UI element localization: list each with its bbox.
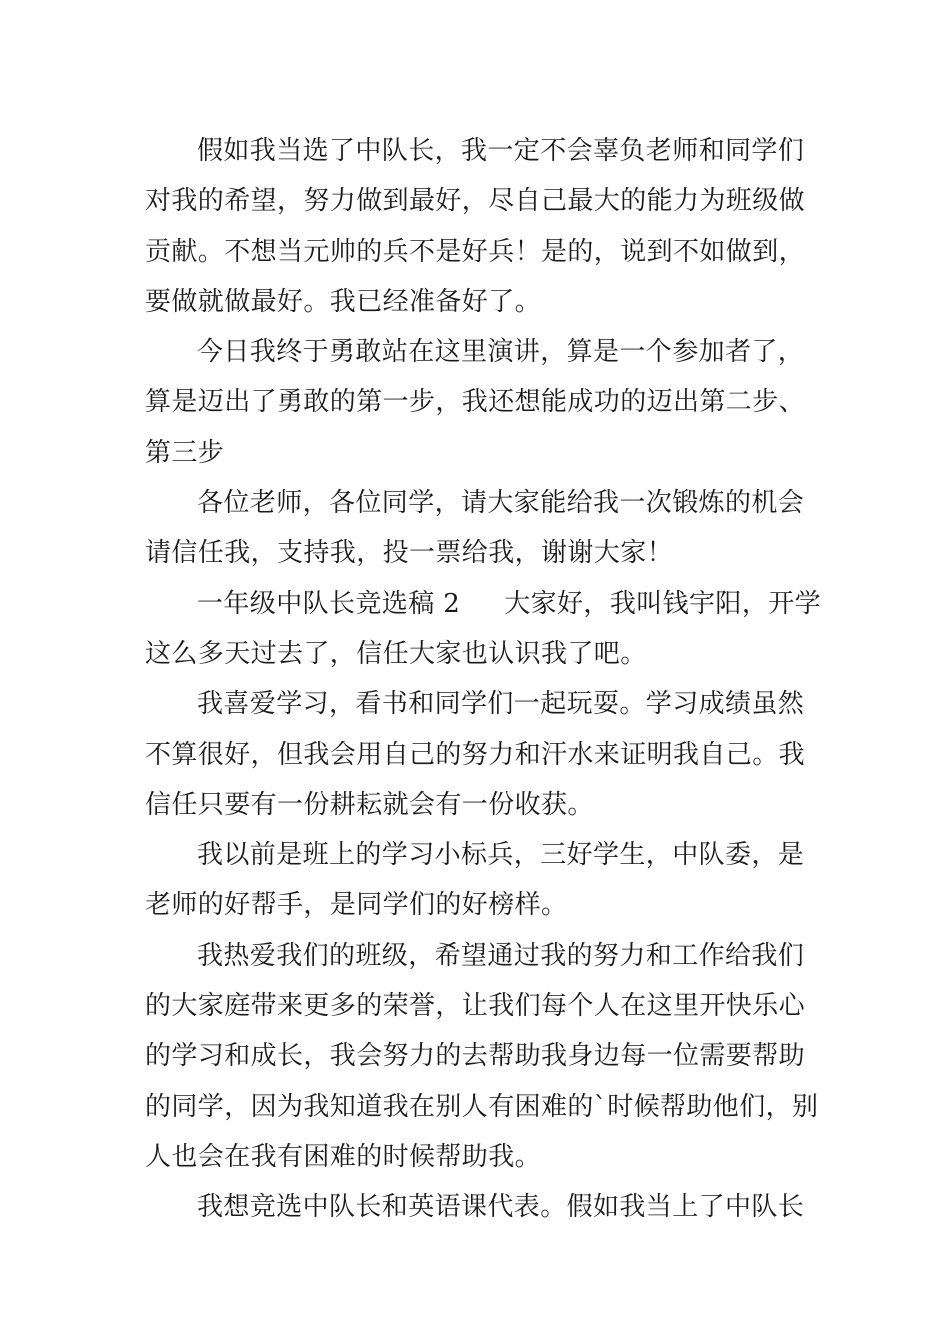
text-line: 我喜爱学习，看书和同学们一起玩耍。学习成绩虽然 <box>197 689 805 720</box>
document-body <box>145 126 822 1233</box>
paragraph-7 <box>145 931 819 1182</box>
paragraph-2 <box>145 327 809 478</box>
text-line: 算是迈出了勇敢的第一步，我还想能成功的迈出第二步、 <box>145 387 806 418</box>
text-line: 贡献。不想当元帅的兵不是好兵！是的，说到不如做到， <box>145 236 806 267</box>
text-line: 今日我终于勇敢站在这里演讲，算是一个参加者了， <box>197 337 805 368</box>
paragraph-1 <box>145 126 809 327</box>
text-line: 假如我当选了中队长，我一定不会辜负老师和同学们 <box>197 136 805 166</box>
section-title-line <box>145 579 822 629</box>
section-title: 一年级中队长竞选稿 2 <box>197 588 461 619</box>
text-line: 请信任我，支持我，投一票给我，谢谢大家！ <box>145 538 674 569</box>
text-line: 各位老师，各位同学，请大家能给我一次锻炼的机会 <box>197 488 805 519</box>
paragraph-5 <box>145 679 809 830</box>
text-line: 的大家庭带来更多的荣誉，让我们每个人在这里开快乐心 <box>145 991 806 1022</box>
text-line: 我热爱我们的班级，希望通过我的努力和工作给我们 <box>197 940 805 971</box>
text-line: 这么多天过去了，信任大家也认识我了吧。 <box>145 638 647 669</box>
paragraph-4 <box>145 579 822 680</box>
text-line: 的同学，因为我知道我在别人有困难的`时候帮助他们，别 <box>145 1091 819 1122</box>
text-line: 人也会在我有困难的时候帮助我。 <box>145 1141 542 1172</box>
text-line: 对我的希望，努力做到最好，尽自己最大的能力为班级做 <box>145 186 806 217</box>
text-line: 不算很好，但我会用自己的努力和汗水来证明我自己。我 <box>145 739 806 770</box>
text-line: 的学习和成长，我会努力的去帮助我身边每一位需要帮助 <box>145 1041 806 1072</box>
paragraph-3 <box>145 478 809 579</box>
text-line: 大家好，我叫钱宇阳，开学 <box>504 588 822 619</box>
text-line: 我以前是班上的学习小标兵，三好学生，中队委，是 <box>197 840 805 871</box>
paragraph-6 <box>145 830 809 931</box>
text-line: 要做就做最好。我已经准备好了。 <box>145 286 542 317</box>
text-line: 老师的好帮手，是同学们的好榜样。 <box>145 890 568 921</box>
text-line: 第三步 <box>145 437 225 468</box>
text-line: 信任只要有一份耕耘就会有一份收获。 <box>145 789 594 820</box>
paragraph-8 <box>145 1182 809 1232</box>
text-line: 我想竞选中队长和英语课代表。假如我当上了中队长 <box>197 1192 805 1223</box>
